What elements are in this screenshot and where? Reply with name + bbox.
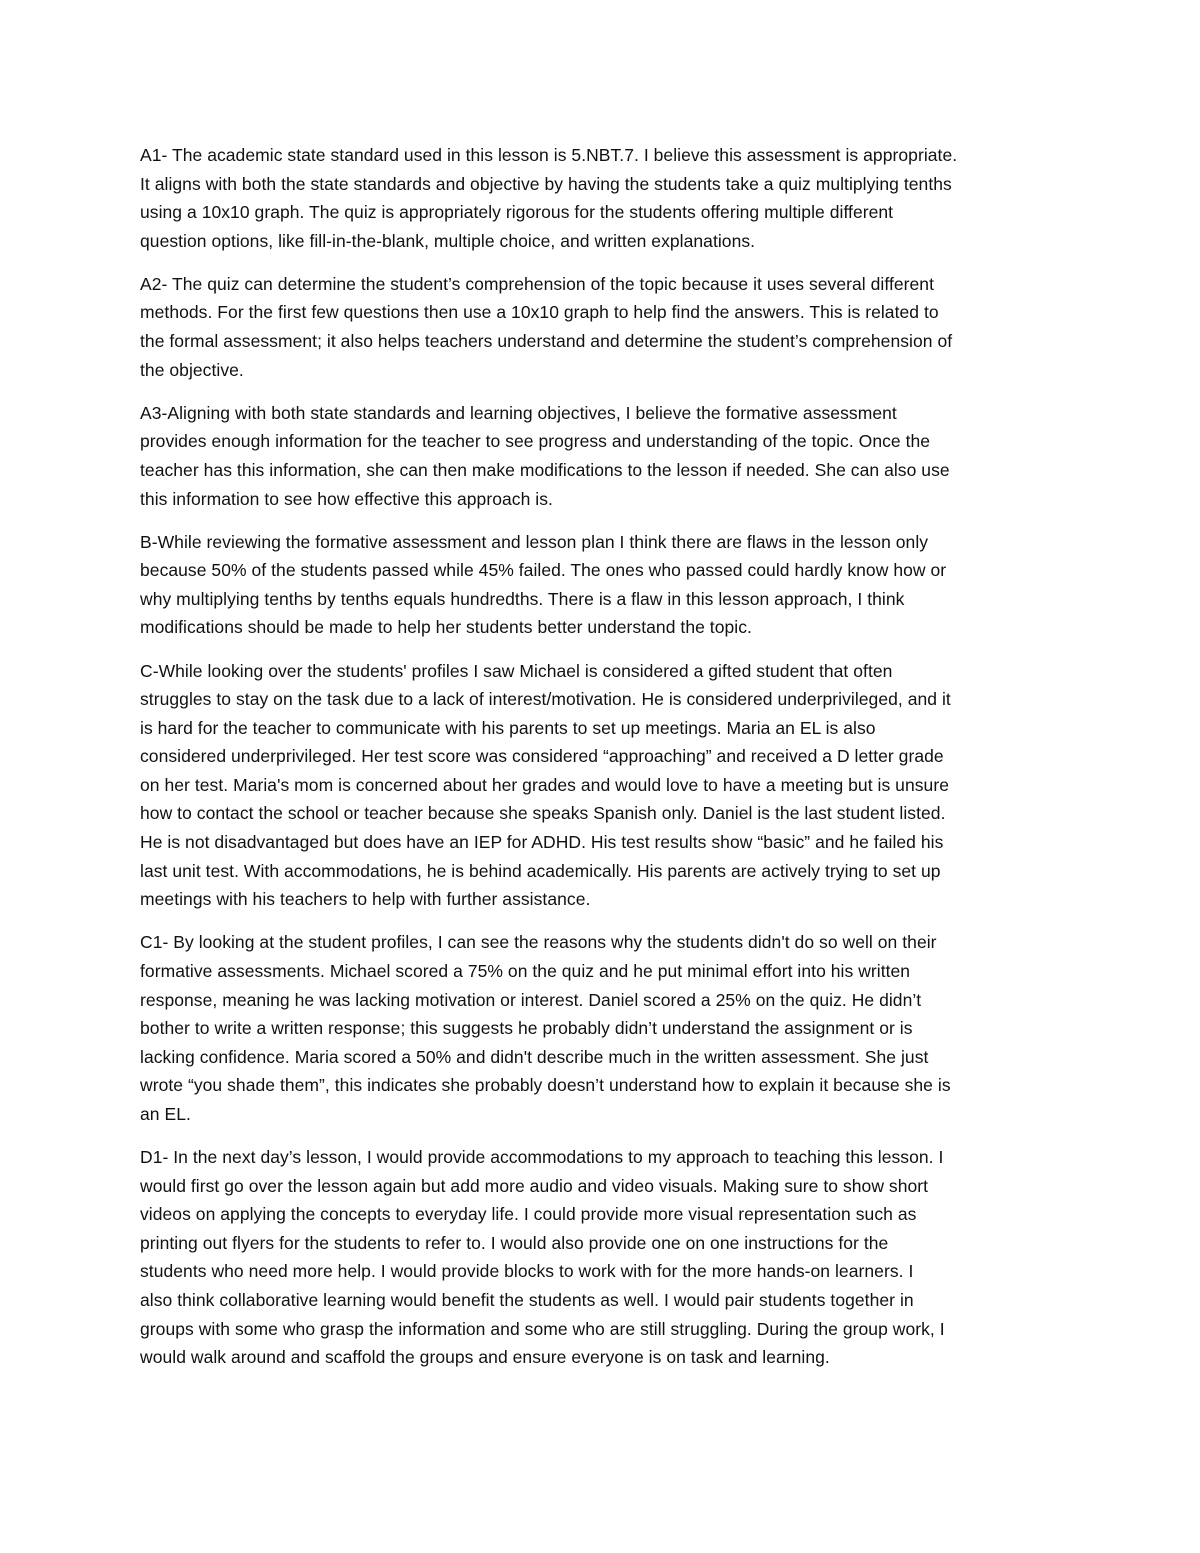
text-line: lacking confidence. Maria scored a 50% and didn't describe much in the written assessment. She just [140,1046,929,1067]
text-line: methods. For the first few questions then use a 10x10 graph to help find the answers. This is related to [140,302,939,323]
text-line: the objective. [140,359,244,380]
text-line: struggles to stay on the task due to a lack of interest/motivation. He is considered underprivileged, and it [140,689,951,710]
text-line: teacher has this information, she can then make modifications to the lesson if needed. She can also use [140,459,950,480]
text-line: groups with some who grasp the information and some who are still struggling. During the group work, I [140,1318,945,1339]
text-line: an EL. [140,1103,191,1124]
paragraph-a3 [140,399,1065,513]
text-line: last unit test. With accommodations, he is behind academically. His parents are actively trying to set up [140,860,941,881]
text-line: considered underprivileged. Her test score was considered “approaching” and received a D letter grade [140,746,944,767]
text-line: is hard for the teacher to communicate with his parents to set up meetings. Maria an EL is also [140,717,876,738]
text-line: A1- The academic state standard used in this lesson is 5.NBT.7. I believe this assessment is appropriate. [140,145,958,165]
text-line: meetings with his teachers to help with further assistance. [140,889,591,910]
text-line: this information to see how effective this approach is. [140,488,553,509]
text-line: would walk around and scaffold the groups and ensure everyone is on task and learning. [140,1347,830,1368]
paragraph-a1 [140,141,1065,255]
paragraph-d1 [140,1143,1065,1372]
text-line: wrote “you shade them”, this indicates she probably doesn’t understand how to explain it because she is [140,1075,951,1096]
paragraph-c1 [140,928,1065,1128]
paragraph-a2 [140,270,1065,384]
text-line: D1- In the next day’s lesson, I would provide accommodations to my approach to teaching this lesson. I [140,1147,944,1167]
text-line: It aligns with both the state standards and objective by having the students take a quiz multiplying tenths [140,173,952,194]
text-line: A2- The quiz can determine the student’s comprehension of the topic because it uses several different [140,273,934,294]
text-line: C-While looking over the students' profiles I saw Michael is considered a gifted student that often [140,660,893,681]
text-line: printing out flyers for the students to refer to. I would also provide one on one instructions for the [140,1232,889,1253]
text-line: because 50% of the students passed while 45% failed. The ones who passed could hardly know how or [140,560,947,581]
text-line: why multiplying tenths by tenths equals hundredths. There is a flaw in this lesson approach, I think [140,588,905,609]
text-line: provides enough information for the teacher to see progress and understanding of the topic. Once the [140,431,931,452]
paragraph-c [140,657,1065,914]
text-line: bother to write a written response; this suggests he probably didn’t understand the assignment or is [140,1018,913,1039]
text-line: the formal assessment; it also helps teachers understand and determine the student’s comprehension of [140,331,953,352]
text-line: formative assessments. Michael scored a 75% on the quiz and he put minimal effort into his written [140,960,911,981]
text-line: would first go over the lesson again but add more audio and video visuals. Making sure to show short [140,1175,929,1196]
text-line: using a 10x10 graph. The quiz is appropriately rigorous for the students offering multiple different [140,202,894,223]
text-line: B-While reviewing the formative assessment and lesson plan I think there are flaws in the lesson only [140,531,929,552]
document-body [140,141,1065,1386]
text-line: question options, like fill-in-the-blank, multiple choice, and written explanations. [140,230,756,251]
text-line: also think collaborative learning would benefit the students as well. I would pair students together in [140,1289,914,1310]
paragraph-b [140,528,1065,642]
text-line: students who need more help. I would provide blocks to work with for the more hands-on learners. I [140,1261,914,1282]
text-line: A3-Aligning with both state standards and learning objectives, I believe the formative assessment [140,402,897,423]
text-line: He is not disadvantaged but does have an IEP for ADHD. His test results show “basic” and he failed his [140,832,944,853]
text-line: on her test. Maria's mom is concerned about her grades and would love to have a meeting but is unsure [140,774,949,795]
text-line: C1- By looking at the student profiles, I can see the reasons why the students didn't do so well on their [140,932,937,953]
text-line: response, meaning he was lacking motivation or interest. Daniel scored a 25% on the quiz. He didn’t [140,989,922,1010]
text-line: how to contact the school or teacher because she speaks Spanish only. Daniel is the last student listed. [140,803,946,824]
text-line: videos on applying the concepts to everyday life. I could provide more visual representation such as [140,1204,917,1225]
text-line: modifications should be made to help her students better understand the topic. [140,617,752,638]
